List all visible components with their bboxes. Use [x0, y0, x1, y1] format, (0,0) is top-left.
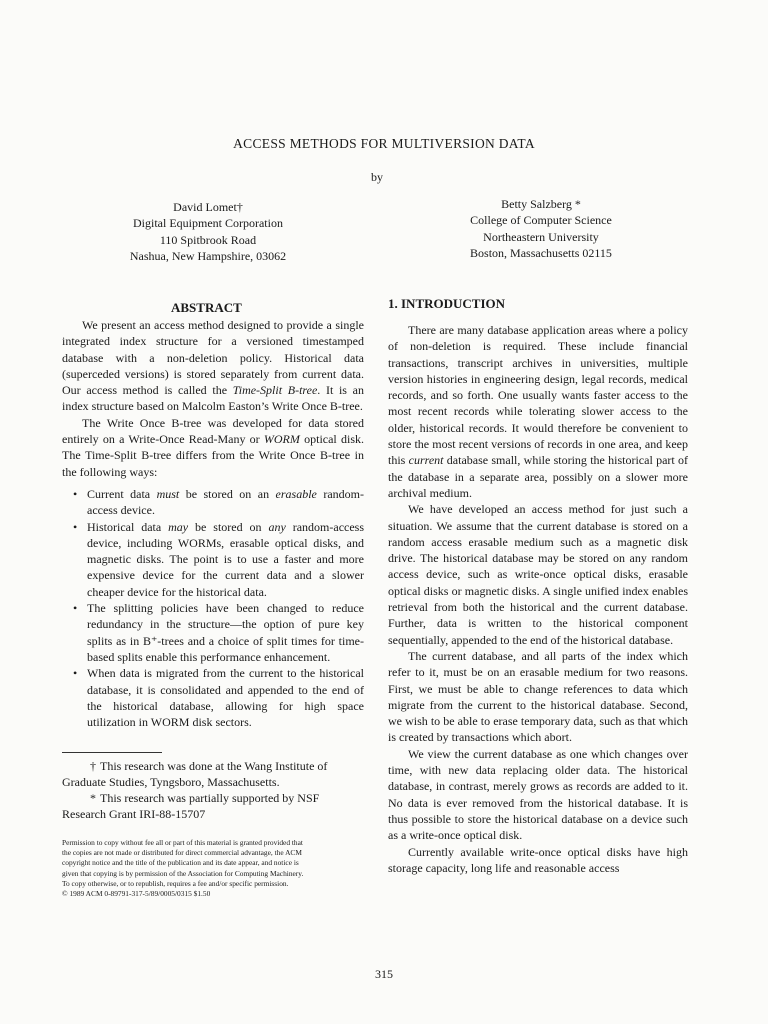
emphasis: may	[168, 519, 189, 534]
intro-paragraph: Currently available write-once optical disks have high storage capacity, long life and reasonable access	[388, 844, 688, 875]
footnote-mark: *	[90, 791, 96, 805]
emphasis: WORM	[263, 432, 300, 447]
author-affiliation: Digital Equipment Corporation	[133, 216, 283, 231]
bullet-item: • Current data must be stored on an erasable random-access device.	[73, 486, 364, 519]
intro-paragraph: The current database, and all parts of the index which refer to it, must be on an erasable medium for two reasons. First, we must be able to change references to data which migrate from the current to the historical database. Second, we wish to be able to erase temporary data, such as that which is created by transactions which abort.	[388, 648, 688, 745]
emphasis: must	[156, 487, 180, 501]
footnote	[62, 790, 364, 822]
abstract-bullet-list	[73, 486, 364, 730]
introduction-body	[388, 322, 688, 876]
emphasis: any	[268, 519, 286, 534]
permission-line: copyright notice and the title of the publication and its date appear, and notice is	[62, 858, 299, 868]
abstract-paragraph: The Write Once B-tree was developed for data stored entirely on a Write-Once Read-Many or WORM optical disk. The Time-Split B-tree differs from the Write Once B-tree in the following ways:	[62, 415, 364, 479]
abstract-heading: ABSTRACT	[171, 300, 242, 315]
author-block-salzberg	[428, 196, 654, 261]
author-address: 110 Spitbrook Road	[159, 232, 257, 247]
paper-title: ACCESS METHODS FOR MULTIVERSION DATA	[233, 136, 535, 151]
page-number: 315	[375, 967, 393, 981]
abstract-body	[62, 317, 364, 480]
emphasis: current	[408, 453, 444, 468]
copyright-permission-notice	[62, 838, 342, 899]
footnote-rule	[62, 752, 162, 753]
author-city: Boston, Massachusetts 02115	[470, 245, 612, 260]
permission-line: the copies are not made or distributed for direct commercial advantage, the ACM	[62, 848, 302, 858]
emphasis: Time-Split B-tree	[232, 383, 318, 398]
byline: by	[371, 170, 383, 184]
bullet-item: • The splitting policies have been changed to reduce redundancy in the structure—the option of pure key splits as in B⁺-trees and a choice of split times for time-based splits enable this performance enhancement.	[73, 600, 364, 665]
emphasis: erasable	[275, 487, 317, 501]
intro-paragraph: We view the current database as one which changes over time, with new data replacing older data. The historical database, in contrast, merely grows as records are added to it. No data is ever removed from the historical database. It is thus possible to store the historical database on a device such as a write-once optical disk.	[388, 746, 688, 843]
footnote-text: This research was done at the Wang Institute of Graduate Studies, Tyngsboro, Massachusetts.	[62, 759, 328, 789]
permission-line: Permission to copy without fee all or part of this material is granted provided that	[62, 838, 303, 847]
permission-line: © 1989 ACM 0-89791-317-5/89/0005/0315 $1.50	[62, 889, 211, 899]
intro-paragraph: We have developed an access method for just such a situation. We assume that the current database is stored on a random access erasable medium such as a magnetic disk drive. The historical database may be stored on any random access device, such as write-once optical disks, erasable optical disks or magnetic disks. A single unified index enables retrieval from both the historical and the current database. Further, data is written to the historical component sequentially, appended to the end of the historical database.	[388, 502, 688, 647]
abstract-paragraph: We present an access method designed to provide a single integrated index structure for a versioned timestamped database with a non-deletion policy. Historical data (superceded versions) is stored separately from current data. Our access method is called the Time-Split B-tree. It is an index structure based on Malcolm Easton’s Write Once B-tree.	[62, 318, 364, 414]
author-university: Northeastern University	[483, 229, 599, 244]
introduction-heading: 1. INTRODUCTION	[388, 296, 506, 311]
author-name: David Lomet†	[173, 200, 243, 214]
footnote-mark: †	[90, 759, 96, 773]
permission-line: To copy otherwise, or to republish, requires a fee and/or specific permission.	[62, 878, 289, 888]
bullet-item: • When data is migrated from the current to the historical database, it is consolidated and appended to the end of the historical database, allowing for high space utilization in WORM disk sectors.	[73, 665, 364, 730]
author-affiliation: College of Computer Science	[470, 213, 612, 228]
author-city: Nashua, New Hampshire, 03062	[129, 248, 287, 263]
footnote-text: This research was partially supported by NSF Research Grant IRI-88-15707	[62, 791, 320, 821]
footnote	[62, 758, 364, 790]
author-name: Betty Salzberg *	[501, 197, 581, 211]
intro-paragraph: There are many database application areas where a policy of non-deletion is required. These include financial transactions, transcript archives in universities, multiple version histories in engineering design, legal records, medical records, and so forth. One usually wants faster access to the most recent records while tolerating slower access to the older, historical records. It would therefore be convenient to store the most recent versions of records in one area, and keep this current database small, while storing the historical part of the database in a separate area, possibly on a slower more archival medium.	[388, 323, 688, 500]
author-block-lomet	[92, 199, 324, 264]
footnotes	[62, 758, 364, 822]
bullet-item: • Historical data may be stored on any random-access device, including WORMs, erasable optical disks, and magnetic disks. The point is to use a faster and more expensive device for the current data and a slower cheaper device for the historical data.	[73, 519, 364, 600]
permission-line: given that copying is by permission of the Association for Computing Machinery.	[62, 868, 304, 878]
